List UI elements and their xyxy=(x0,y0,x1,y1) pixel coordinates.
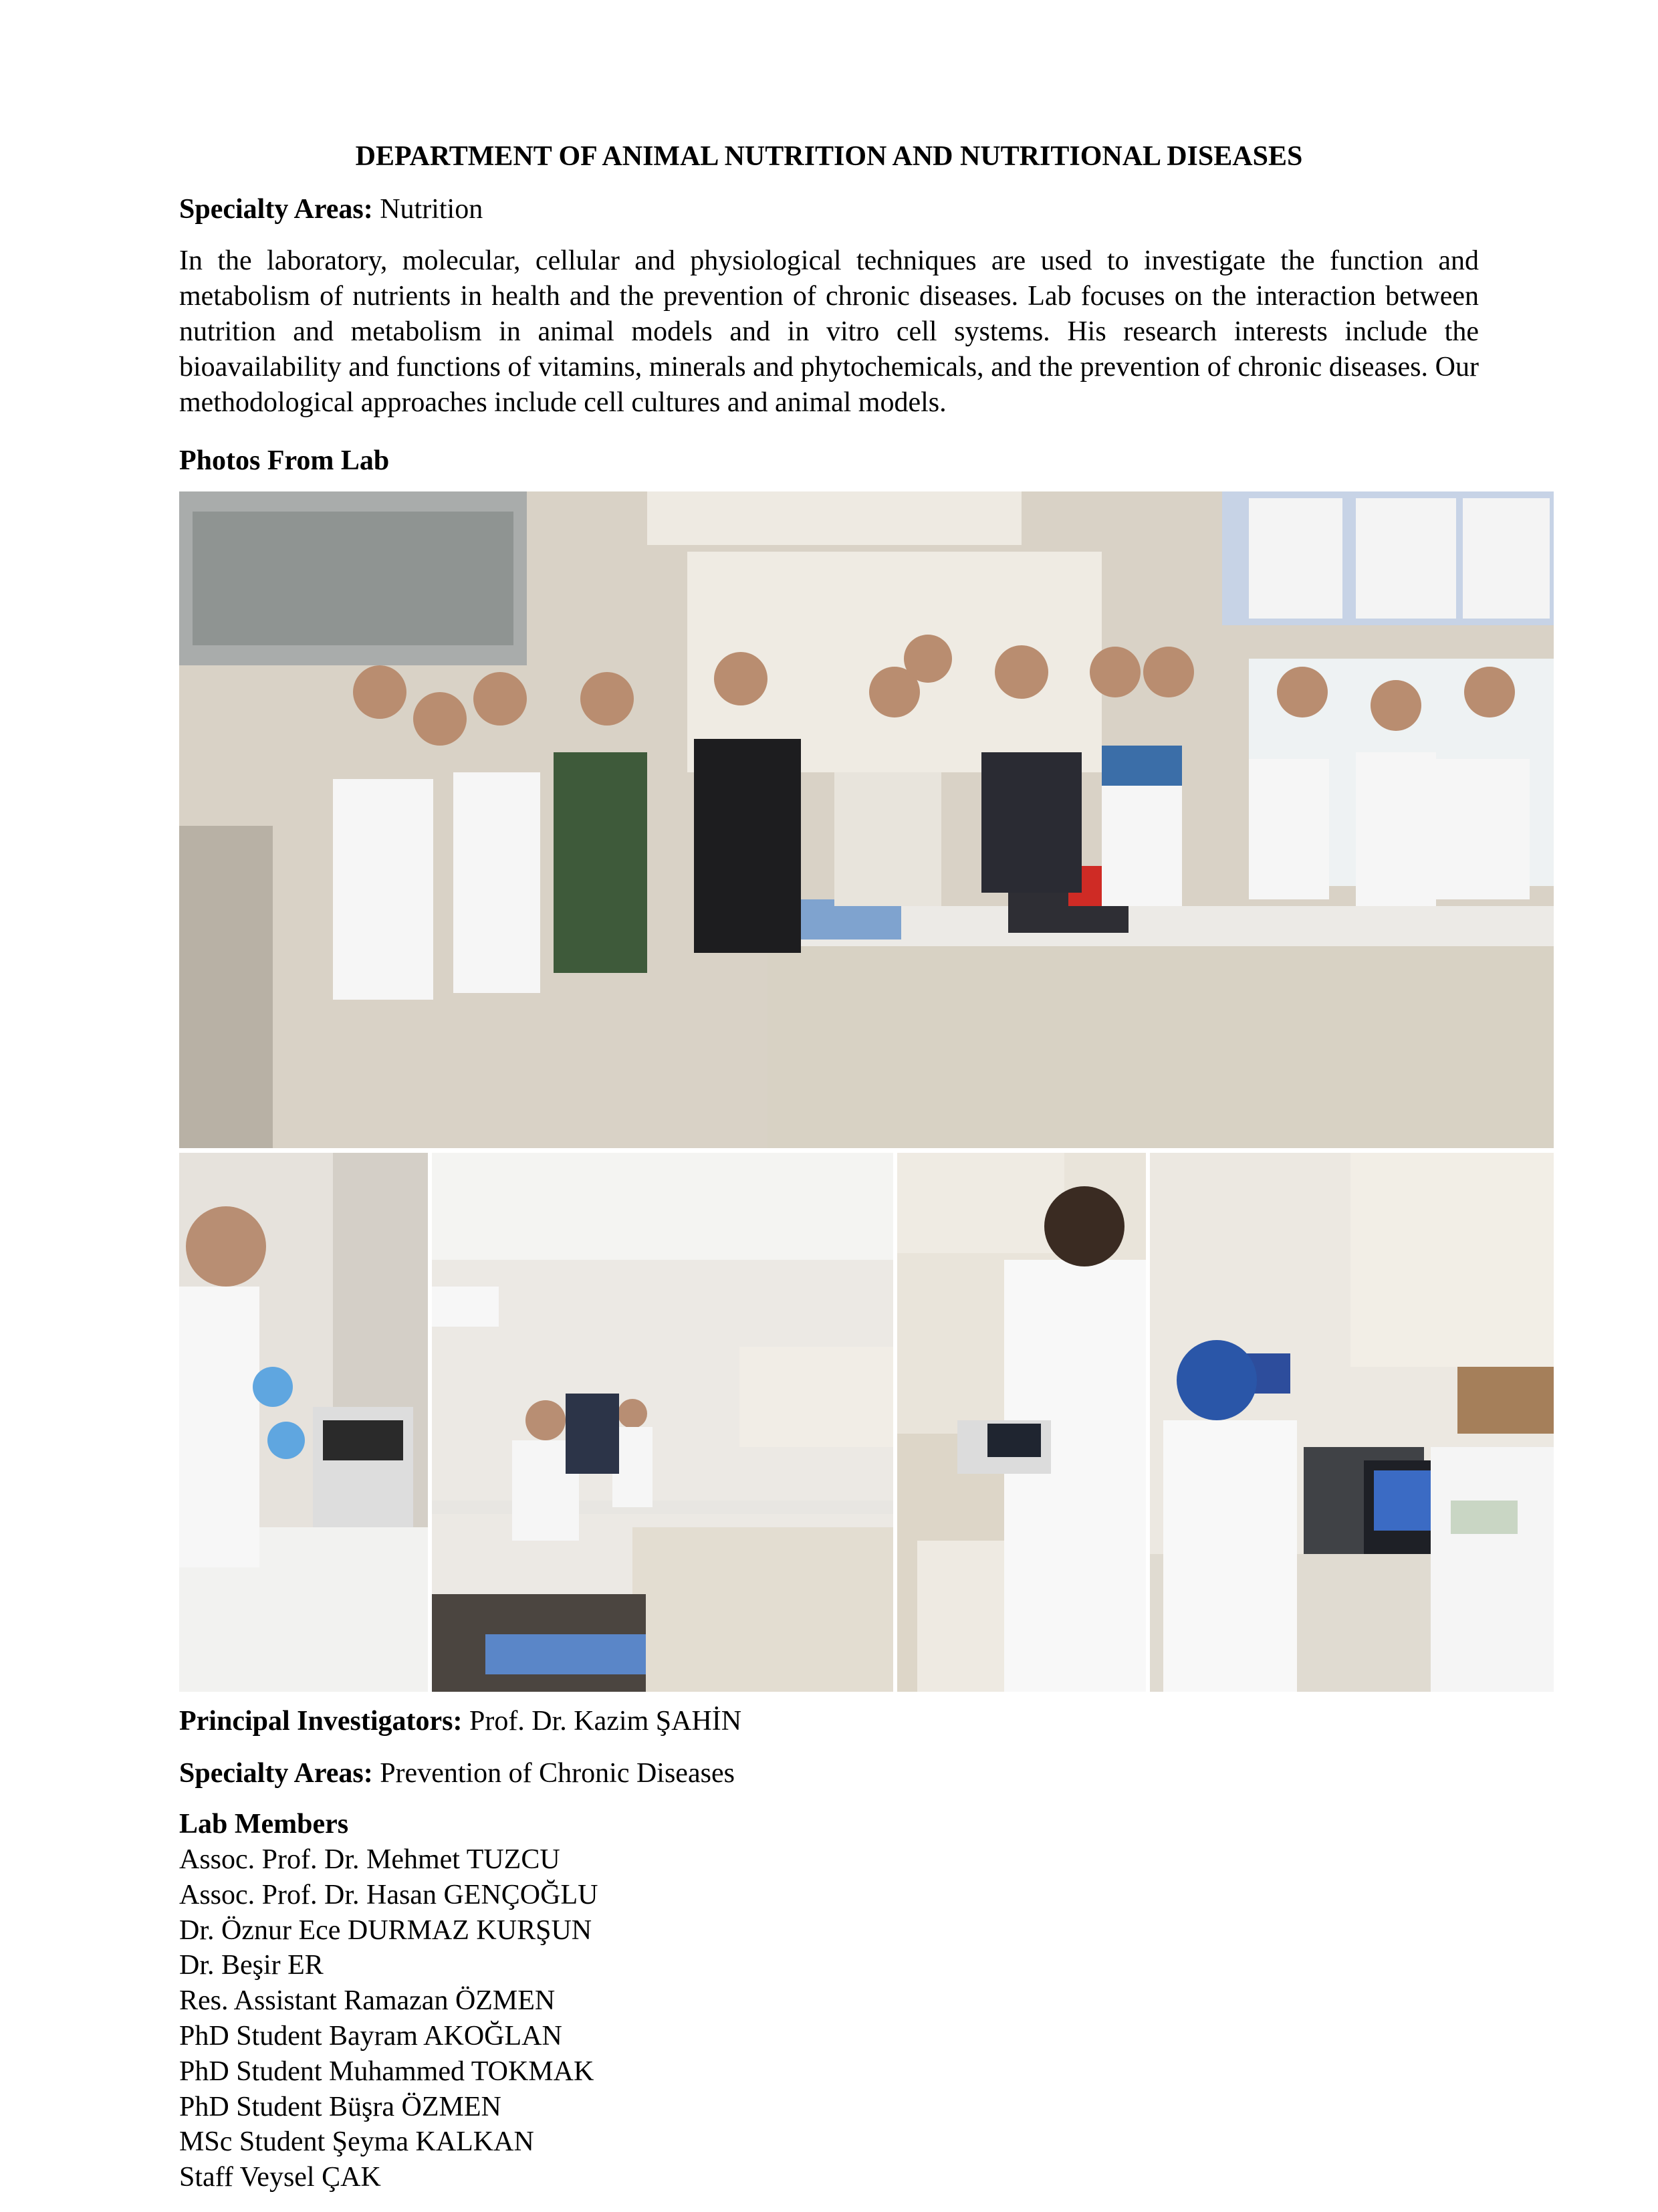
lab-member: Assoc. Prof. Dr. Hasan GENÇOĞLU xyxy=(179,1879,598,1910)
specialty-areas-2-value: Prevention of Chronic Diseases xyxy=(372,1758,735,1789)
lab-photo-researcher-computer xyxy=(1150,1153,1554,1692)
page-title: DEPARTMENT OF ANIMAL NUTRITION AND NUTRITIONAL DISEASES xyxy=(355,141,1303,172)
principal-investigators-value: Prof. Dr. Kazim ŞAHİN xyxy=(462,1706,742,1737)
lab-photo-room xyxy=(432,1153,893,1692)
photos-heading-text: Photos From Lab xyxy=(179,445,390,476)
intro-paragraph: In the laboratory, molecular, cellular and physiological techniques are used to investigate the function and metabolism of nutrients in health and the prevention of chronic diseases. Lab focuses on the interaction between nutrition and metabolism in animal models and in vitro cell systems. His research interests include the bioavailability and functions of vitamins, minerals and phytochemicals, and the prevention of chronic diseases. Our methodological approaches include cell cultures and animal models. xyxy=(179,245,1479,418)
lab-group-photo xyxy=(179,491,1554,1148)
lab-members-heading-text: Lab Members xyxy=(179,1809,349,1840)
lab-members-heading xyxy=(179,1807,348,1842)
lab-member: Staff Veysel ÇAK xyxy=(179,2162,381,2193)
lab-photo-researcher-pcr xyxy=(179,1153,428,1692)
lab-member: MSc Student Şeyma KALKAN xyxy=(179,2126,534,2158)
lab-photo-researcher-instrument xyxy=(897,1153,1146,1692)
principal-investigators-line xyxy=(179,1704,741,1739)
specialty-areas-line xyxy=(179,192,483,227)
principal-investigators-label: Principal Investigators: xyxy=(179,1706,463,1737)
specialty-areas-2-label: Specialty Areas: xyxy=(179,1758,373,1789)
lab-member: Dr. Beşir ER xyxy=(179,1950,324,1981)
specialty-areas-2-line xyxy=(179,1756,735,1791)
specialty-areas-label: Specialty Areas: xyxy=(179,194,373,225)
lab-member: Dr. Öznur Ece DURMAZ KURŞUN xyxy=(179,1914,592,1946)
lab-member: Res. Assistant Ramazan ÖZMEN xyxy=(179,1985,556,2017)
specialty-areas-value: Nutrition xyxy=(372,194,483,225)
lab-member: PhD Student Büşra ÖZMEN xyxy=(179,2091,501,2122)
photos-heading xyxy=(179,443,389,478)
lab-member: Assoc. Prof. Dr. Mehmet TUZCU xyxy=(179,1844,560,1875)
lab-members-list xyxy=(179,1842,598,2195)
lab-member: PhD Student Bayram AKOĞLAN xyxy=(179,2020,562,2052)
lab-member: PhD Student Muhammed TOKMAK xyxy=(179,2056,594,2087)
